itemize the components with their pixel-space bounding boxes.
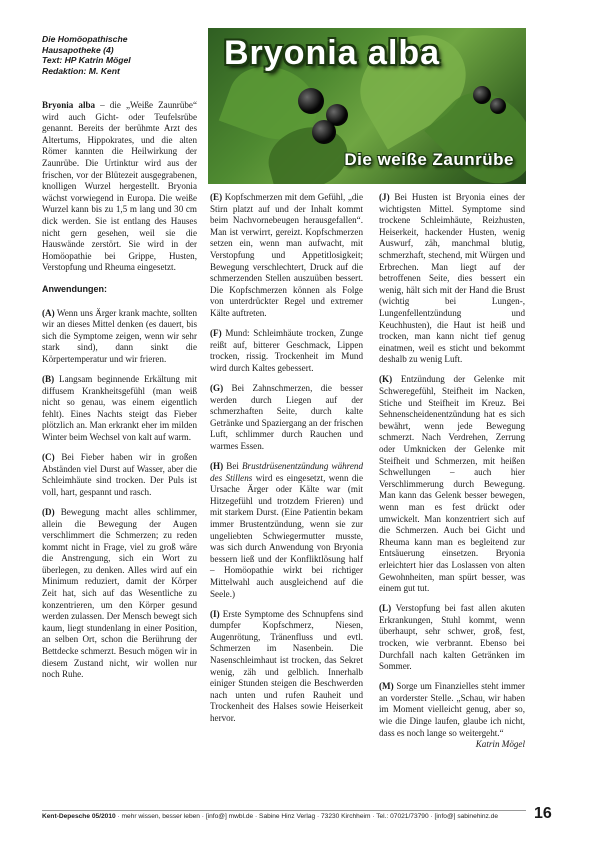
item-letter: (J) — [379, 192, 390, 202]
hero-title: Bryonia alba — [224, 34, 441, 72]
item-emphasis: Brustdrüsenentzündung während des Stillens — [210, 460, 363, 483]
paragraph-f — [210, 328, 363, 374]
item-letter: (M) — [379, 681, 394, 692]
berry-shape — [312, 120, 336, 144]
paragraph-c — [42, 452, 197, 498]
paragraph-i — [210, 609, 363, 725]
series-part: Hausapotheke (4) — [42, 44, 114, 55]
item-text: Bei Zahnschmerzen, die besser werden durch Liegen auf der schmerzhaften Seite, durch kalte Getränke und Spaziergang an der frischen Luft, schlimmer durch Rauchen und warmes Essen. — [210, 382, 363, 451]
issue-label: Kent-Depesche 05/2010 — [42, 813, 116, 820]
item-text: Erste Symptome des Schnupfens sind dumpfer Kopfschmerz, Niesen, Augenrötung, Tränenfluss und evtl. Schmerzen im Nasenbein. Die Nasenschleimhaut ist trocken, das Sekret wenig, zäh und gelblich. Innerhalb einiger Stunden steigen die Beschwerden nach unten und rufen Rauheit und Trockenheit des Halses sowie Heiserkeit hervor. — [210, 608, 363, 723]
item-text: Bei Husten ist Bryonia eines der wichtigsten Mittel. Symptome sind trockene Schleimhäute, Reizhusten, Heiserkeit, hackender Husten, wenig Auswurf, zäh, manchmal blutig, schmerzhaft, stechend, mit Würgen und Erbrechen. Man liegt auf der betroffenen Seite, dies bessert ein wenig, hält sich mit der Hand die Brust (wichtig bei Lungen-, Lungenfellentzündung und Keuchhusten), die Haut ist heiß und trocken, man kann nicht tief genug einatmen, weil es sticht und bekommt deshalb zu wenig Luft. — [379, 192, 525, 365]
item-letter: (F) — [210, 328, 222, 339]
page-number: 16 — [534, 805, 552, 822]
editor-line: Redaktion: M. Kent — [42, 65, 120, 76]
author-line: Text: HP Katrin Mögel — [42, 55, 131, 66]
item-letter: (G) — [210, 382, 224, 393]
hero-image — [208, 28, 526, 184]
item-text: Bei — [223, 460, 242, 471]
paragraph-m — [379, 681, 525, 739]
column-1 — [42, 100, 197, 689]
hero-subtitle: Die weiße Zaunrübe — [344, 150, 514, 169]
berry-shape — [490, 98, 506, 114]
item-text: Kopfschmerzen mit dem Gefühl, „die Stirn platzt auf und der Inhalt kommt beim Nachvornebeugen herausgefallen“. Man ist verwirrt, gereizt. Kopfschmerzen setzen ein, wenn man aufwacht, mit Verstopfung und Appetitlosigkeit; Bewegung verschlechtert, Druck auf die schmerzenden Stellen auszuüben bessert. Die Kopfschmerzen können als Folge von unterdrückter Regel und extremer Kälte auftreten. — [210, 192, 363, 318]
paragraph-j — [379, 192, 525, 366]
item-letter: (K) — [379, 374, 393, 385]
item-letter: (C) — [42, 452, 55, 463]
item-letter: (H) — [210, 460, 224, 471]
item-text: Bewegung macht alles schlimmer, allein die Bewegung der Augen verschlimmert die Schmerzen; zu reden kommt nicht in Frage, viel zu groß wäre die Anstrengung, sich ein Wort zu überlegen, zu denken. Alles wird auf ein Minimum reduziert, damit der Körper Zeit hat, sich auf das Wesentliche zu konzentrieren, um den Körper gesund werden zulassen. Der Mensch bewegt sich kaum, liegt stundenlang in einer Position, an selben Ort, schon die Berührung der Bettdecke schmerzt. Besuch mögen wir in diesem Zustand nicht, wir wollen nur noch Ruhe. — [42, 506, 197, 680]
publisher-info: · mehr wissen, besser leben · [info@] mwbl.de · Sabine Hinz Verlag · 73230 Kirchheim · Tel.: 07021/73790 · [info@] sabinehinz.de — [115, 813, 499, 820]
series-title: Die Homöopathische — [42, 34, 128, 44]
item-letter: (A) — [42, 307, 55, 318]
paragraph-d — [42, 507, 197, 681]
item-letter: (E) — [210, 192, 223, 202]
paragraph-e — [210, 192, 363, 320]
section-heading: Anwendungen: — [42, 283, 107, 294]
paragraph-a — [42, 308, 197, 366]
berry-shape — [473, 86, 491, 104]
item-letter: (L) — [379, 603, 392, 614]
item-text: Langsam beginnende Erkältung mit diffusem Krankheitsgefühl (man weiß nicht so genau, was einem eigentlich fehlt). Eines Nachts steigt das Fieber plötzlich an. Man erkrankt eher im milden Winter beim Wechsel von kalt auf warm. — [42, 373, 197, 442]
series-info — [42, 34, 202, 76]
intro-lead: Bryonia alba — [42, 100, 96, 110]
intro-text: – die „Weiße Zaunrübe“ wird auch Gicht- oder Teufelsrübe genannt. Bereits der berühmte Arzt des Altertums, Hippokrates, und die alten Römer kannten die Heilwirkung der Zaunrübe. Die Urtinktur wird aus der frischen, vor der Blütezeit ausgegrabenen, knolligen Wurzel hergestellt. Bryonia wächst vorwiegend in Europa. Die weiße Wurzel kann bis zu 1,5 m lang und 30 cm dick werden. Sie ist entlang des Hauses nicht gern gesehen, weil sie die Hauswände zerstört. Sie wird in der Homöopathie bei Grippe, Husten, Verstopfung und Rheuma eingesetzt. — [42, 100, 197, 273]
berry-shape — [298, 88, 324, 114]
column-3 — [379, 192, 525, 751]
item-text: Verstopfung bei fast allen akuten Erkrankungen, Stuhl kommt, wenn überhaupt, sehr schwer, groß, fest, trocken, wie verbrannt. Ebenso bei Durchfall nach kalten Getränken im Sommer. — [379, 603, 525, 672]
paragraph-k — [379, 374, 525, 594]
item-text: Sorge um Finanzielles steht immer an vorderster Stelle. „Schau, wir haben im Moment vielleicht genug, aber so, wie die Dinge laufen, glaube ich nicht, dass es noch lange so weitergeht.“ — [379, 681, 525, 738]
item-text: Wenn uns Ärger krank machte, sollten wir an dieses Mittel denken (es dauert, bis sich die Symptome zeigen, wenn wir sehr stark sind), dann sinkt die Körpertemperatur und wir frieren. — [42, 307, 197, 364]
paragraph-l — [379, 603, 525, 673]
column-2 — [210, 192, 363, 733]
item-text: Mund: Schleimhäute trocken, Zunge reißt auf, bitterer Geschmack, Lippen trocken, rissig. Trockenheit im Mund wird durch Kaltes gebessert. — [210, 328, 363, 373]
item-letter: (D) — [42, 506, 55, 517]
item-letter: (I) — [210, 608, 220, 619]
paragraph-h — [210, 461, 363, 600]
page-footer — [42, 810, 526, 820]
author-signature: Katrin Mögel — [475, 739, 525, 750]
item-text: Bei Fieber haben wir in großen Abständen viel Durst auf Wasser, aber die Schleimhäute sind trocken. Der Puls ist voll, hart, gespannt und rasch. — [42, 452, 197, 497]
item-letter: (B) — [42, 373, 55, 384]
item-text: Entzündung der Gelenke mit Schweregefühl, Steifheit im Nacken, Stiche und Steifheit im Kreuz. Bei Sehnenscheidenentzündung hat es sich bewährt, wenn jede Bewegung schmerzt. Nach Verdrehen, Zerrung oder Umknicken der Gelenke mit Steifheit und Schmerzen, mit heißen Schwellungen – auch hier Verschlimmerung durch Bewegung. Man kann das Gelenk besser bewegen, wenn man es fest drückt oder umwickelt. Man konzentriert sich auf die Schmerzen. Auch bei Gicht und Rheuma kann man es begleitend zur Entsäuerung einsetzen. Bryonia erleichtert hier das Loslassen von alten Gewohnheiten, man spürt besser, was einem gut tut. — [379, 374, 525, 594]
paragraph-g — [210, 383, 363, 453]
item-text: wird es eingesetzt, wenn die Ursache Ärger oder Kälte war (mit Hitzegefühl und trotzdem Frieren) und mit starkem Durst. (Eine Patientin bekam immer Brustentzündung, wenn sie zur ungeliebten Schwiegermutter musste, was sich durch Anwendung von Bryonia bessern ließ und der Konfliktlösung half – Homöopathie wirkt bei richtiger Mittelwahl auch ausgleichend auf die Seele.) — [210, 472, 363, 599]
paragraph-b — [42, 374, 197, 444]
intro-paragraph — [42, 100, 197, 274]
